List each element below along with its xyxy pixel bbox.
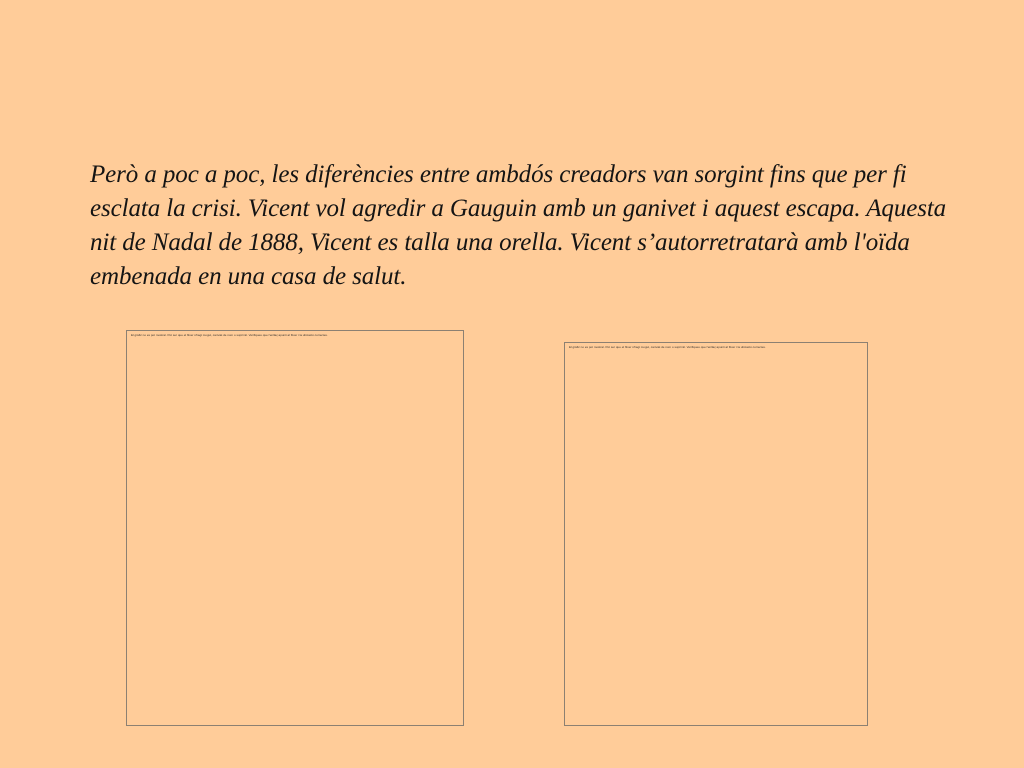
slide-body-text: Però a poc a poc, les diferències entre ambdós creadors van sorgint fins que per fi esclata la crisi. Vicent vol agredir a Gauguin amb un ganivet i aquest escapa. Aquesta nit de Nadal de 1888, Vicent es talla una orella. Vicent s’autorretratarà amb l'oïda embenada en una casa de salut. (90, 161, 947, 290)
image-placeholder-right (564, 342, 868, 726)
image-placeholder-left (126, 330, 464, 726)
missing-image-note: El gràfic no es pot mostrar. Pot ser que el fitxer s'hagi mogut, canviat de nom o suprimit. Verifiqueu que l'enllaç apunti al fitxer i la ubicació correctes. (131, 333, 328, 337)
missing-image-note: El gràfic no es pot mostrar. Pot ser que el fitxer s'hagi mogut, canviat de nom o suprimit. Verifiqueu que l'enllaç apunti al fitxer i la ubicació correctes. (569, 345, 766, 349)
